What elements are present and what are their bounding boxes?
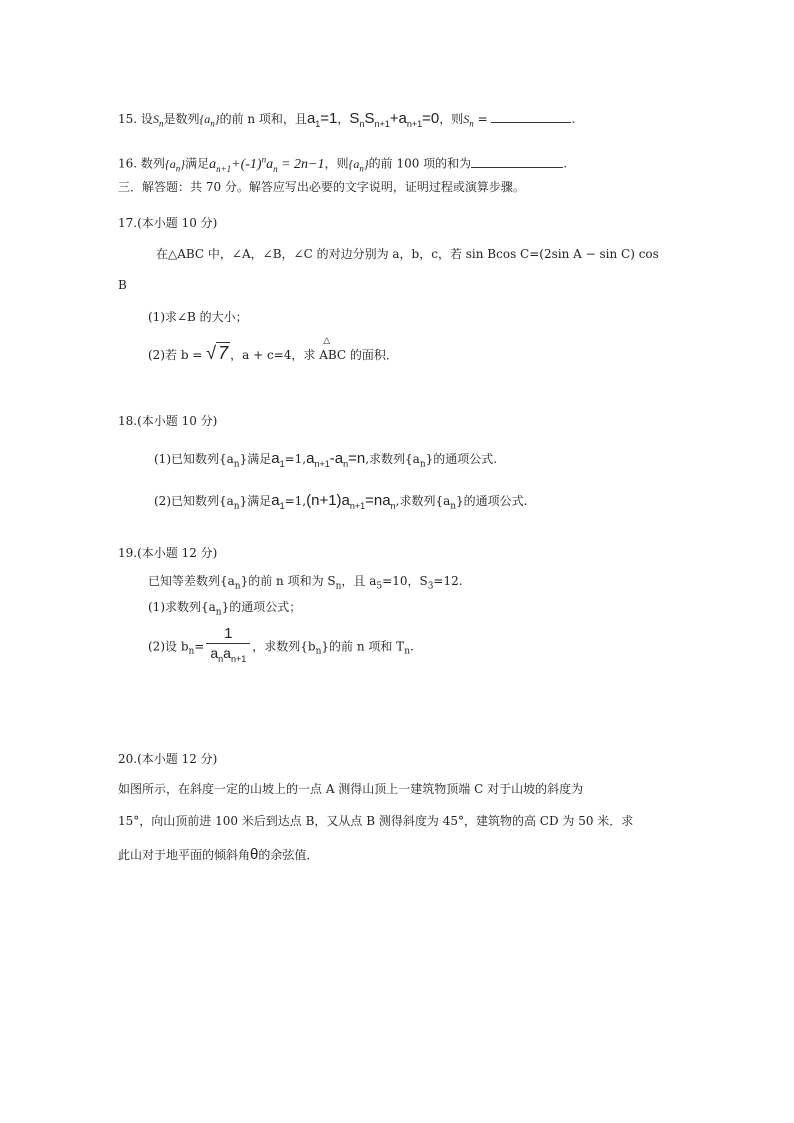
q15-number: 15. [118,112,138,126]
q16-seq-close: } [363,156,369,171]
q16-eq-sub: n [273,163,278,174]
q15-cond2: S [364,110,375,127]
q15-text: ，则 [439,112,464,126]
q15-text: 的前 n 项和，且 [219,112,307,126]
q20-line1: 如图所示，在斜度一定的山坡上的一点 A 测得山顶上一建筑物顶端 C 对于山坡的斜度为 [118,782,584,796]
q18-text: (1)已知数列{a [154,452,234,466]
q17-part2 [148,336,398,364]
q18-eq-sub: 1 [279,459,285,469]
q15-text: 设 [140,112,153,126]
q15-comma: ， [337,112,350,126]
q18-part1 [154,450,497,473]
q18-text: ,求数列{a [365,452,420,466]
q16-answer-blank [471,155,563,168]
q19-text: }的前 n 项和为 S [240,574,336,588]
q18-part2 [154,492,528,515]
q19-text: ，求数列{b [252,639,316,654]
q15-sn: S [152,112,159,126]
q19-sub: n [335,581,342,592]
q17-p2-text: (2)若 b = [148,348,203,362]
q19-sub: n [215,607,222,618]
q20-text: 的余弦值． [258,848,319,862]
q16-number: 16. [118,156,138,171]
q18-text: }的通项公式. [456,494,528,508]
q19-sub: n [234,581,241,592]
q19-text: }的通项公式； [221,600,302,614]
q15-sn-sub: n [158,118,164,129]
q19-text: =12. [433,574,463,588]
q18-eq: =1, [284,452,307,466]
q18-eq: a [271,492,280,509]
q17-line1: 在△ABC 中，∠A，∠B，∠C 的对边分别为 a，b，c，若 sin Bcos C=(2sin A − sin C) cos [156,247,659,261]
q16-seq: {a [164,156,176,171]
q17-p2-text: ，a + c=4，求 [230,348,316,362]
q19-part1 [148,598,301,621]
q15-an-sub: n [210,118,215,129]
q15-cond1-val: =1 [320,110,338,127]
fraction [206,625,250,668]
q15-cond2: +a [389,110,407,127]
frac-den-sub: n+1 [230,653,247,664]
q19-text: }的前 n 项和 T [321,639,405,654]
q18-text: }的通项公式. [425,452,498,466]
q15-answer-blank [491,110,571,123]
q18-eq: -a [329,450,344,467]
q20-title: 20.(本小题 12 分) [118,752,218,766]
frac-den: a [223,645,231,661]
q16-eq-sub: n+1 [216,163,232,174]
q16-eq: a [209,156,217,172]
q18-eq: =n [348,450,366,467]
q18-text: (2)已知数列{a [154,494,234,508]
q19-sub: 5 [376,581,383,592]
q16-seq-sub: n [175,163,181,174]
q15-cond2-val: =0 [422,110,440,127]
q16-end: . [563,156,568,171]
q19-text: = [194,639,205,654]
q19-line1 [148,572,463,595]
q19-text: (1)求数列{a [148,600,216,614]
q19-sub: n [404,646,410,657]
q20-line2: 15°，向山顶前进 100 米后到达点 B，又从点 B 测得斜度为 45°，建筑物的高 CD 为 50 米．求 [118,814,634,828]
q18-title: 18.(本小题 10 分) [118,414,218,428]
q16-text: 的前 100 项的和为 [368,156,472,171]
q15-cond2-sub: n+1 [374,119,390,129]
q15-end: . [571,112,576,126]
q19-sub: 3 [427,581,434,592]
q18-eq-sub: n+1 [314,459,330,469]
q18-eq-sub: 1 [279,501,285,511]
q18-eq: a [271,450,280,467]
q16-eq-sup: n [261,154,267,164]
q16-eq: +(-1) [231,156,262,172]
q15-ans-eq: = [473,112,492,126]
q16-eq: = 2n−1 [277,156,325,172]
q17-line1b: B [118,278,127,292]
q19-part2 [148,625,414,668]
q15-ans-sub: n [469,118,474,129]
q18-eq: a [306,450,315,467]
q16-text: 满足 [185,156,210,171]
sqrt-expression: √ 7 [206,343,229,363]
frac-den: a [210,645,219,661]
q20-line3 [118,846,318,864]
frac-den-sub: n [218,653,224,664]
q16-text: 数列 [140,156,165,171]
q15-cond1-sub: 1 [315,119,321,129]
q15-an: {a [199,112,211,126]
q15-ans-s: S [463,112,470,126]
q19-text: 已知等差数列{a [148,574,235,588]
q20-text: 此山对于地平面的倾斜角 [118,848,251,862]
q16-seq: {a [348,156,360,171]
q15-line [118,110,575,133]
q19-text: ，且 a [341,574,377,588]
q15-an-close: } [214,112,220,126]
q18-text: }满足 [239,494,272,508]
q16-eq: a [266,156,274,172]
theta-symbol: θ [250,846,259,863]
section-3-heading: 三．解答题：共 70 分。解答应写出必要的文字说明，证明过程或演算步骤。 [118,180,525,194]
q18-text: }满足 [239,452,272,466]
q15-text: 是数列 [163,112,200,126]
q18-sub: n [233,459,240,470]
q18-eq: =1, [284,494,307,508]
triangle-abc [319,336,398,364]
q19-text: (2)设 b [148,639,189,654]
q18-sub: n [450,501,457,512]
q17-p2-text: ABC 的面积． [319,348,398,362]
q15-cond1: a [306,110,316,127]
q19-title: 19.(本小题 12 分) [118,546,218,560]
q17-part1: (1)求∠B 的大小； [148,310,248,324]
q19-sub: n [315,646,322,657]
q18-eq: (n+1)a [306,492,350,509]
q15-cond2: S [349,110,360,127]
sqrt-radicand: 7 [218,343,229,363]
q18-eq-sub: n [390,501,396,511]
q18-eq: =na [365,492,391,509]
q19-text: =10，S [382,574,428,588]
q18-sub: n [233,501,240,512]
fraction-denominator [206,644,250,668]
triangle-icon: △ [323,336,331,346]
q16-seq-sub: n [359,163,364,174]
q17-title: 17.(本小题 10 分) [118,216,218,230]
q19-text: . [409,639,414,654]
q18-sub: n [419,459,426,470]
q16-seq-close: } [180,156,186,171]
q19-sub: n [188,646,195,657]
q16-text: ，则 [324,156,349,171]
fraction-numerator: 1 [206,625,250,644]
q18-text: ,求数列{a [395,494,451,508]
q15-cond2-sub: n [359,119,365,129]
q18-eq-sub: n+1 [349,501,366,511]
q15-cond2-sub: n+1 [406,119,423,129]
q16-line [118,150,567,177]
q18-eq-sub: n [343,459,349,469]
